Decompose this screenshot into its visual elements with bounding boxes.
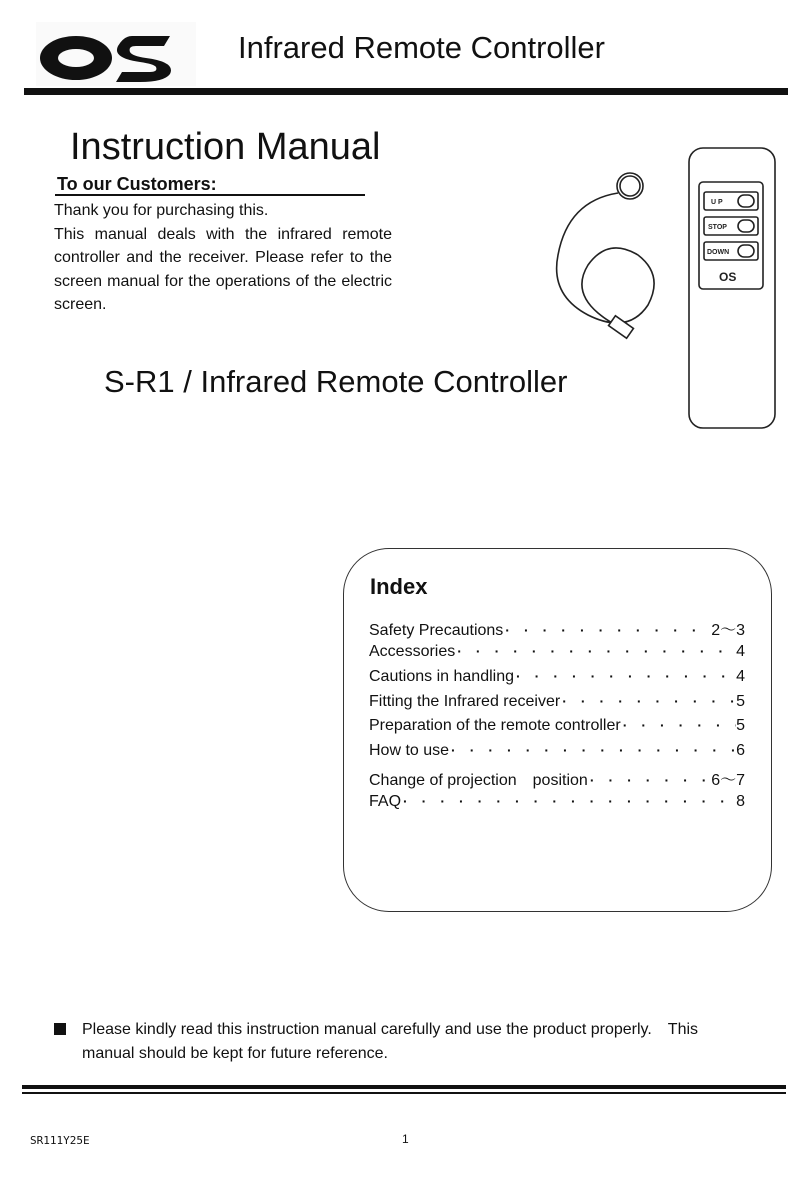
index-item-label: Change of projection position	[369, 772, 588, 789]
stop-button-label: STOP	[708, 224, 727, 231]
index-leader-dots	[514, 668, 736, 686]
header-divider	[24, 88, 788, 95]
document-code: SR111Y25E	[30, 1134, 90, 1147]
index-item-label: Cautions in handling	[369, 668, 514, 685]
index-item-page: 5	[736, 693, 745, 710]
index-item	[369, 643, 745, 661]
footer-divider-thin	[22, 1092, 786, 1094]
index-item-page: 6	[736, 742, 745, 759]
index-item-label: How to use	[369, 742, 450, 759]
note-bullet	[54, 1023, 66, 1035]
index-item	[369, 668, 745, 686]
index-item-page: 4	[736, 643, 745, 660]
index-item-label: Preparation of the remote controller	[369, 717, 621, 734]
footer-divider	[22, 1085, 786, 1089]
customers-heading-underline	[55, 194, 365, 196]
down-button-label: DOWN	[707, 249, 730, 256]
index-item-label: Accessories	[369, 643, 456, 660]
index-leader-dots	[455, 643, 736, 661]
intro-thanks: Thank you for purchasing this.	[54, 202, 269, 219]
index-item	[369, 617, 745, 640]
index-item-page: 8	[736, 793, 745, 810]
manual-title: Instruction Manual	[70, 126, 381, 168]
index-item-label: FAQ	[369, 793, 402, 810]
index-item-page: 4	[736, 668, 745, 685]
page-number: 1	[402, 1132, 409, 1146]
index-item-label: Fitting the Infrared receiver	[369, 693, 561, 710]
index-leader-dots	[401, 793, 736, 811]
index-leader-dots	[588, 772, 711, 790]
index-title: Index	[370, 574, 428, 599]
remote-controller-illustration	[548, 145, 788, 435]
header-title: Infrared Remote Controller	[238, 30, 605, 65]
index-item-label: Safety Precautions	[369, 622, 504, 639]
index-item	[369, 793, 745, 811]
note-text: Please kindly read this instruction manual carefully and use the product properly. This manual should be kept for future reference.	[82, 1021, 699, 1062]
intro-text	[54, 199, 392, 317]
intro-paragraph: This manual deals with the infrared remote controller and the receiver. Please refer to the screen manual for the operations of the electric screen.	[54, 225, 392, 313]
index-leader-dots	[503, 622, 711, 640]
index-leader-dots	[449, 742, 736, 760]
index-item	[369, 693, 745, 711]
brand-logo	[36, 22, 196, 86]
index-item-page: 2～3	[711, 622, 745, 639]
index-item-page: 5	[736, 717, 745, 734]
remote-brand: OS	[719, 270, 737, 284]
index-item	[369, 767, 745, 790]
index-item	[369, 717, 745, 735]
index-leader-dots	[621, 717, 736, 735]
up-button-label: U P	[711, 199, 723, 206]
product-title: S-R1 / Infrared Remote Controller	[104, 364, 568, 399]
customers-heading: To our Customers:	[57, 174, 217, 194]
index-leader-dots	[560, 693, 736, 711]
index-item	[369, 742, 745, 760]
index-item-page: 6～7	[711, 772, 745, 789]
